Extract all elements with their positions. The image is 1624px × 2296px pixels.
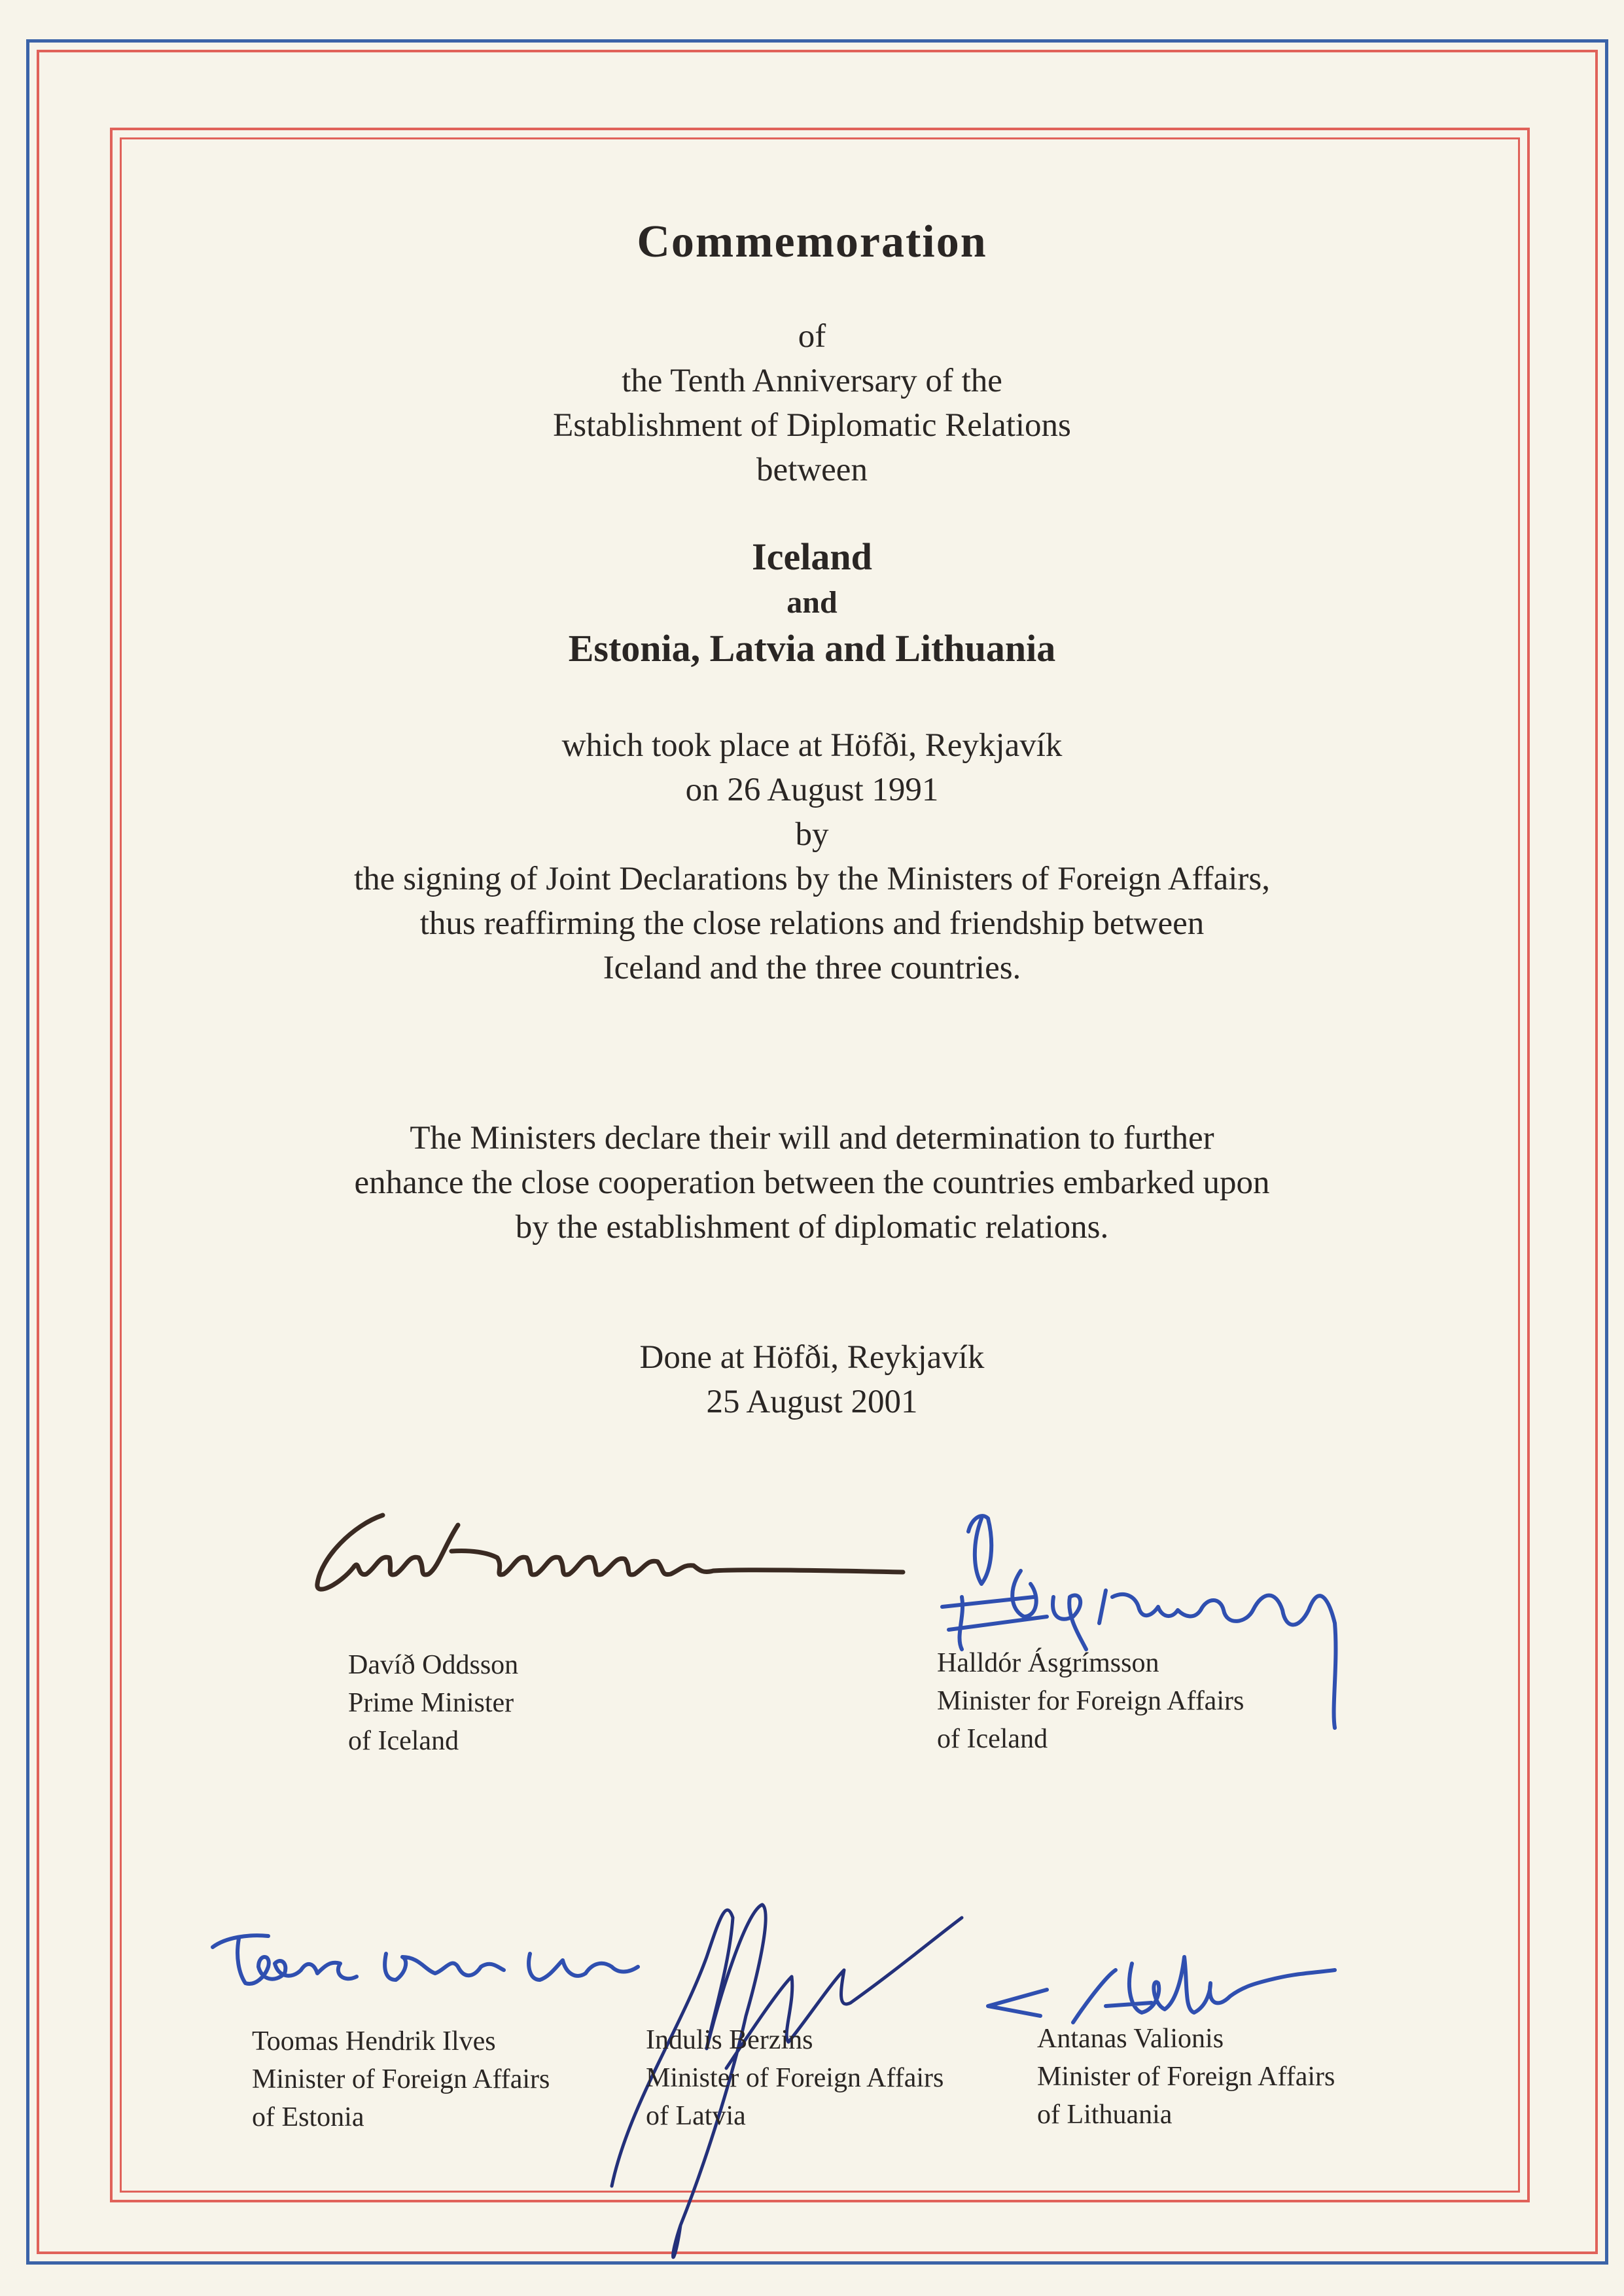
signatory-berzins xyxy=(646,2021,944,2135)
parties-heading xyxy=(0,533,1624,672)
event-line: the signing of Joint Declarations by the Ministers of Foreign Affairs, xyxy=(354,861,1270,897)
signatory-name: Toomas Hendrik Ilves xyxy=(252,2026,496,2056)
intro-paragraph xyxy=(0,314,1624,492)
event-line: Iceland and the three countries. xyxy=(603,950,1021,986)
event-paragraph xyxy=(0,723,1624,990)
signatory-name: Antanas Valionis xyxy=(1037,2024,1224,2054)
signatory-valionis xyxy=(1037,2020,1335,2134)
signatory-name: Davíð Oddsson xyxy=(348,1650,519,1680)
signatory-asgrimsson xyxy=(937,1644,1244,1758)
declaration-line: enhance the close cooperation between the countries embarked upon xyxy=(354,1164,1270,1201)
title-text: Commemoration xyxy=(637,217,987,267)
signatory-country: of Iceland xyxy=(937,1724,1048,1754)
event-line: on 26 August 1991 xyxy=(685,772,939,808)
signatory-title: Minister of Foreign Affairs xyxy=(1037,2062,1335,2092)
signatory-name: Indulis Berzins xyxy=(646,2025,813,2055)
done-place: Done at Höfði, Reykjavík xyxy=(639,1339,985,1376)
declaration-line: by the establishment of diplomatic relations. xyxy=(515,1209,1109,1246)
party-iceland: Iceland xyxy=(752,535,872,578)
signatory-country: of Latvia xyxy=(646,2101,746,2131)
done-date: 25 August 2001 xyxy=(706,1384,918,1420)
party-baltic-states: Estonia, Latvia and Lithuania xyxy=(568,627,1056,670)
intro-line: the Tenth Anniversary of the xyxy=(622,363,1002,399)
signatory-oddsson xyxy=(348,1646,518,1760)
signatory-title: Prime Minister xyxy=(348,1688,514,1718)
intro-line: of xyxy=(798,318,826,355)
signatory-title: Minister for Foreign Affairs xyxy=(937,1686,1244,1716)
signatory-country: of Lithuania xyxy=(1037,2100,1173,2130)
event-line: thus reaffirming the close relations and friendship between xyxy=(419,905,1205,942)
intro-line: Establishment of Diplomatic Relations xyxy=(553,407,1071,444)
place-and-date xyxy=(0,1335,1624,1424)
signatory-country: of Estonia xyxy=(252,2102,364,2132)
intro-line: between xyxy=(756,452,868,488)
signatory-ilves xyxy=(252,2022,550,2136)
signatory-name: Halldór Ásgrímsson xyxy=(937,1648,1159,1678)
party-conjunction: and xyxy=(786,585,838,620)
document-title xyxy=(0,216,1624,268)
declaration-paragraph xyxy=(0,1116,1624,1249)
event-line: which took place at Höfði, Reykjavík xyxy=(561,727,1063,764)
signatory-country: of Iceland xyxy=(348,1726,459,1756)
signatory-title: Minister of Foreign Affairs xyxy=(252,2064,550,2094)
event-line: by xyxy=(795,816,829,853)
signatory-title: Minister of Foreign Affairs xyxy=(646,2063,944,2093)
declaration-line: The Ministers declare their will and determination to further xyxy=(410,1120,1214,1157)
